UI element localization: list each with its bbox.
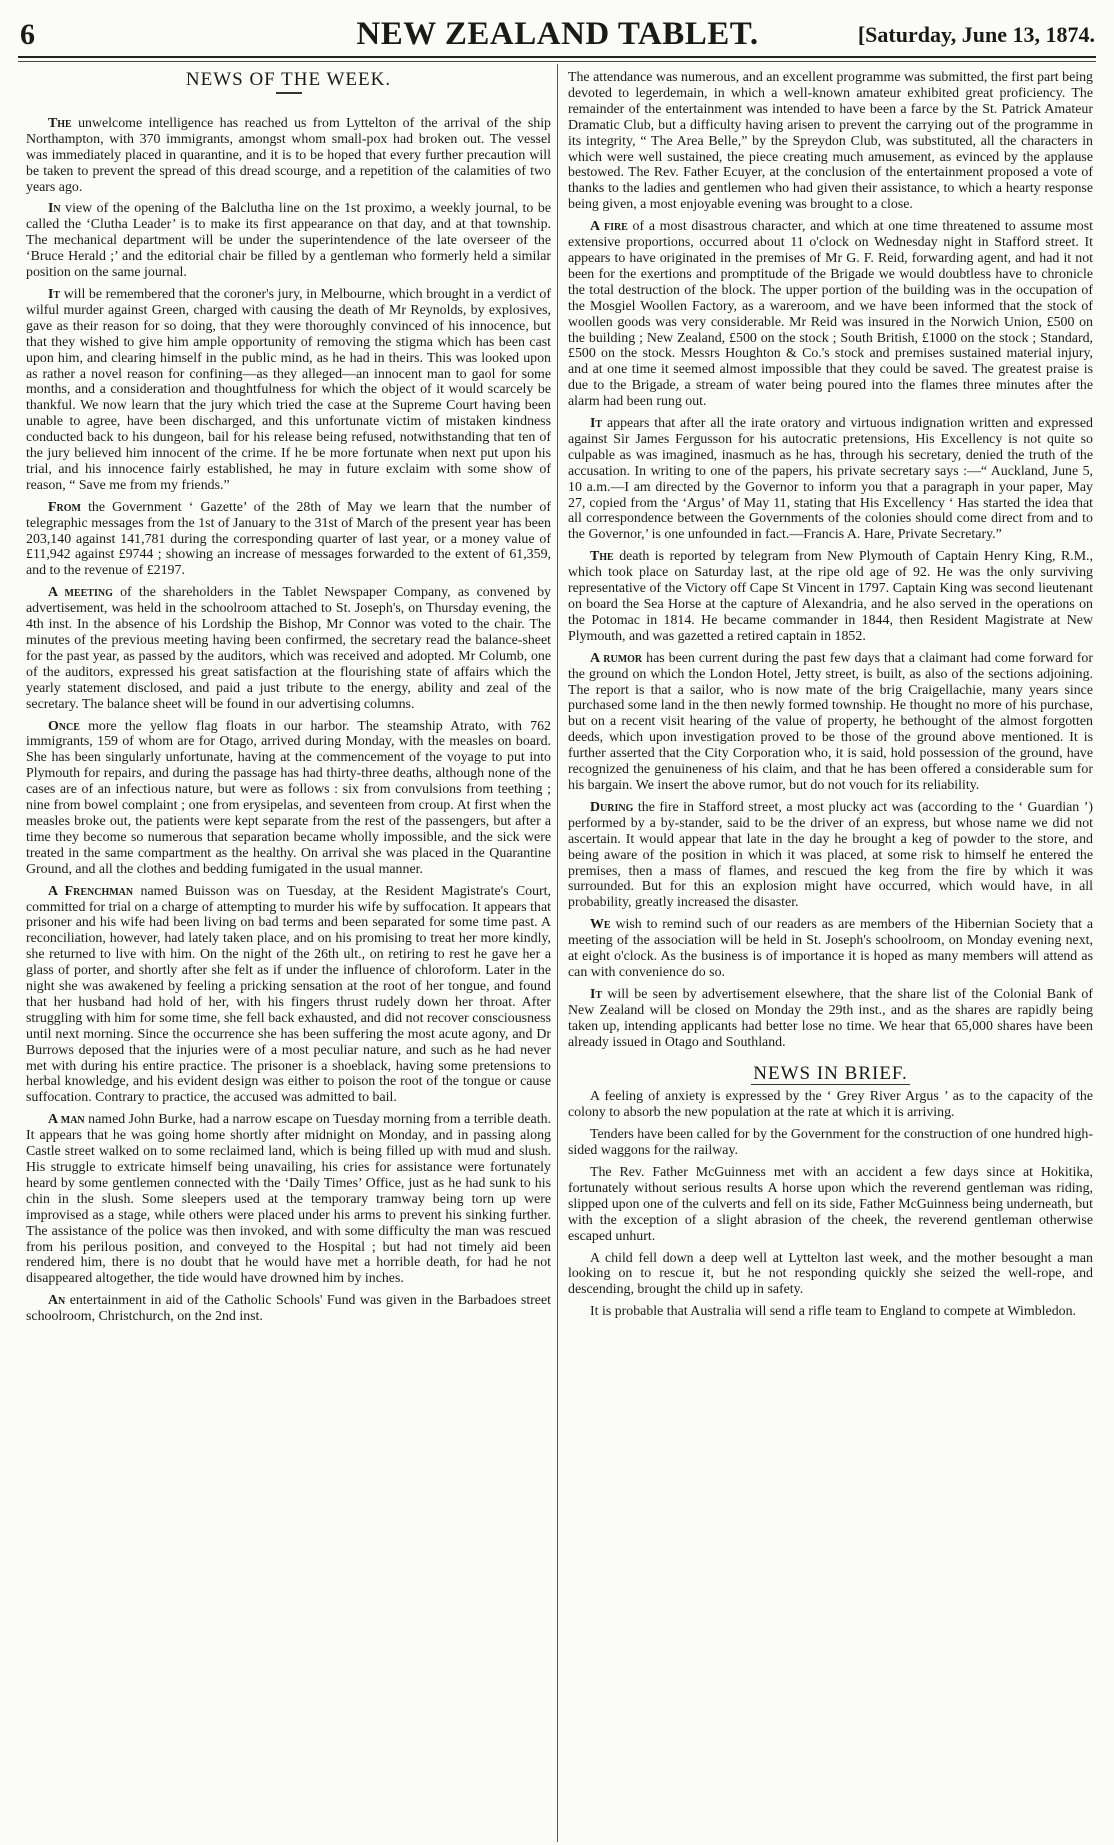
paragraph-lead-word: It (590, 986, 603, 1002)
article-paragraph: It is probable that Australia will send a rifle team to England to compete at Wimbledon. (590, 1304, 1077, 1320)
paragraph-lead-word: A meeting (48, 585, 113, 601)
article-paragraph (568, 416, 1093, 543)
paragraph-text: The attendance was numerous, and an excellent programme was submitted, the first part being devoted to legerdemain, in which a well-known amateur exhibited great proficiency. The remainder of the entertainment was intended to have been a farce by the St. Patrick Amateur Dramatic Club, but a difficulty having arisen to prevent the carrying out of the programme in its integrity, “ The Area Belle,” by the Spreydon Club, was substituted, all the characters in which were well sustained, the piece creating much amusement, as evinced by the applause bestowed. The Rev. Father Ecuyer, at the conclusion of the entertainment proposed a vote of thanks to the ladies and gentlemen who had given their assistance, to which a hearty response being given, a most enjoyable evening was brought to a close. (568, 70, 1093, 213)
article-paragraph (26, 1112, 551, 1287)
article-paragraph (568, 987, 1093, 1051)
article-paragraph (568, 917, 1093, 981)
header-rule (18, 56, 1096, 58)
article-paragraph: Tenders have been called for by the Government for the construction of one hundred high-sided waggons for the railway. (568, 1127, 1093, 1159)
paragraph-lead-word: The (48, 115, 72, 131)
article-paragraph (26, 1293, 551, 1325)
article-paragraph (26, 201, 551, 281)
paragraph-lead-word: A Frenchman (48, 883, 134, 899)
paragraph-lead-word: Once (48, 718, 80, 734)
column-divider (557, 64, 558, 1842)
issue-date: [Saturday, June 13, 1874. (857, 22, 1095, 47)
article-paragraph: A child fell down a deep well at Lyttelton last week, and the mother besought a man looking on to rescue it, but he not responding quickly she seized the well-rope, and descending, brought the child up in safety. (568, 1250, 1093, 1298)
paragraph-text: death is reported by telegram from New Plymouth of Captain Henry King, R.M., which took place on Saturday last, at the ripe old age of 92. He was the only surviving representative of the Victory off Cape St Vincent in 1797. Captain King was second lieutenant on board the Sea Horse at the capture of Alexandria, and he also served in the operations on the Potomac in 1814. He became commander in 1844, then Resident Magistrate at New Plymouth, and was gazetted a retired captain in 1852. (568, 549, 1093, 644)
article-paragraph (26, 884, 551, 1107)
article-paragraph: A feeling of anxiety is expressed by the ‘ Grey River Argus ’ as to the capacity of the colony to absorb the new population at the rate at which it is arriving. (568, 1089, 1093, 1121)
paragraph-lead-word: In (48, 201, 61, 217)
article-paragraph (26, 500, 551, 580)
paragraph-lead-word: From (48, 499, 81, 515)
newspaper-title: NEW ZEALAND TABLET. (356, 16, 759, 52)
section-title-news-in-brief (568, 1063, 1093, 1085)
article-paragraph (568, 651, 1093, 794)
paragraph-text: named Buisson was on Tuesday, at the Resident Magistrate's Court, committed for trial on a charge of attempting to murder his wife by suffocation. It appears that prisoner and his wife had been living on bad terms and been separated for some time past. A reconciliation, however, had lately taken place, and on his promising to treat her more kindly, she returned to live with him. On the night of the 26th ult., on retiring to rest he gave her a glass of porter, and shortly after she felt as if under the influence of chloroform. Later in the night she was awakened by feeling a pricking sensation at the root of her tongue, and found that her husband had hold of her, with his fingers thrust rudely down her throat. After struggling with him for some time, she fell back exhausted, and did not recover consciousness until next morning. Since the occurrence she has been suffering the most acute agony, and Dr Burrows deposed that the injuries were of a most peculiar nature, and such as he had never met with during his entire practice. The prisoner is a shoeblack, having some pretensions to herbal knowledge, and his evident design was either to poison the root of the tongue or cause suffocation. Contrary to practice, the accused was admitted to bail. (26, 883, 551, 1106)
paragraph-text: has been current during the past few days that a claimant had come forward for the ground on which the London Hotel, Jetty street, is built, as also of the sections adjoining. The report is that a sailor, who is now mate of the brig Craigellachie, many years since purchased some land in the then newly formed township. He thought no more of his purchase, but on a recent visit hearing of the value of property, he bethought of the almost forgotten deeds, which upon investigation proved to be those of the ground above mentioned. It is further asserted that the City Corporation who, it is said, hold possession of the ground, have recognized the genuineness of his claim, and that he has been offered a considerable sum for his bargain. We insert the above rumor, but do not vouch for its reliability. (568, 650, 1093, 793)
paragraph-text: appears that after all the irate oratory and virtuous indignation written and expressed against Sir James Fergusson for his autocratic pretensions, His Excellency is not quite so culpable as was imagined, inasmuch as he has, through his secretary, denied the truth of the accusation. In writing to one of the papers, his private secretary says :—“ Auckland, June 5, 10 a.m.—I am directed by the Governor to inform you that a paragraph in your paper, May 27, copied from the ‘Argus’ of May 11, stating that His Excellency ‘ Has started the idea that all correspondence between the Governments of the colonies should come direct from and to the Governor,’ is one unfounded in fact.—Francis A. Hare, Private Secretary.” (568, 416, 1093, 543)
paragraph-text: will be remembered that the coroner's jury, in Melbourne, which brought in a verdict of wilful murder against Green, charged with causing the death of Mr Reynolds, by explosives, gave as their reason for so doing, that they were thoroughly convinced of his innocence, but that they wished to give him ample opportunity of removing the stigma which has been cast upon him, and clearing himself in the public mind, as he had in theirs. This was looked upon as rather a novel reason for confining—as they alleged—an innocent man to gaol for some months, and a consideration and thoughtfulness for which the object of it would scarcely be thankful. We now learn that the jury which tried the case at the Supreme Court having been unable to agree, have been discharged, and this unfortunate victim of mistaken kindness conducted back to his dungeon, bail for his release being refused, notwithstanding that ten of the jury believed him innocent of the crime. If he be more fortunate when next put upon his trial, and his innocence fairly established, he may in future exclaim with some show of reason, “ Save me from my friends.” (26, 286, 551, 493)
article-paragraph (568, 219, 1093, 410)
article-paragraph (26, 116, 551, 196)
article-paragraph (568, 800, 1093, 911)
paragraph-lead-word: A rumor (590, 650, 643, 666)
left-column (26, 70, 551, 1840)
masthead (20, 10, 1095, 54)
paragraph-text: of a most disastrous character, and which at one time threatened to assume most extensive proportions, occurred about 11 o'clock on Wednesday night in Stafford street. It appears to have originated in the premises of Mr G. F. Reid, forwarding agent, and had it not been for the exertions and promptitude of the Brigade we would doubtless have to chronicle the total destruction of the block. The upper portion of the building was in the occupation of the Mosgiel Woollen Factory, as a wareroom, and we have been informed that the stock of woollen goods was very considerable. Mr Reid was insured in the Norwich Union, £500 on the building ; New Zealand, £500 on the stock ; South British, £1000 on the stock ; Standard, £500 on the stock. Messrs Houghton & Co.'s stock and premises sustained material injury, and at one time it seemed almost impossible that they could be saved. The greatest praise is due to the Brigade, a stream of water being poured into the flames three minutes after the alarm had been rung out. (568, 219, 1093, 410)
paragraph-lead-word: An (48, 1293, 66, 1309)
paragraph-lead-word: A fire (590, 219, 628, 235)
page-number: 6 (20, 18, 35, 51)
paragraph-text: wish to remind such of our readers as are members of the Hibernian Society that a meeting of the association will be held in St. Joseph's schoolroom, on Monday evening next, at eight o'clock. As the business is of importance it is hoped as many members will attend as can with convenience do so. (568, 917, 1093, 980)
paragraph-text: more the yellow flag floats in our harbor. The steamship Atrato, with 762 immigrants, 159 of whom are for Otago, arrived during Monday, with the measles on board. She has been singularly unfortunate, having at the commencement of the voyage to put into Plymouth for repairs, and during the passage has had thirty-three deaths, although none of the cases are of an infectious nature, but were as follows : six from convulsions from teething ; nine from bowel complaint ; one from erysipelas, and seventeen from croup. At first when the measles broke out, the patients were kept separate from the rest of the passengers, but after a time they become so numerous that separation became wholly impossible, and the sick were treated in the same compartment as the healthy. On arrival she was placed in the Quarantine Ground, and all the clothes and bedding fumigated in the usual manner. (26, 718, 551, 877)
article-paragraph (568, 549, 1093, 644)
paragraph-lead-word: A man (48, 1112, 85, 1128)
paragraph-lead-word: The (590, 549, 614, 565)
paragraph-lead-word: It (48, 286, 61, 302)
paragraph-text: the Government ‘ Gazette’ of the 28th of May we learn that the number of telegraphic messages from the 1st of January to the 31st of March of the present year has been 203,140 against 141,781 during the corresponding quarter of last year, or a money value of £11,942 against £9744 ; showing an increase of messages forwarded to the extent of 61,359, and to the revenue of £2197. (26, 499, 551, 579)
paragraph-text: named John Burke, had a narrow escape on Tuesday morning from a terrible death. It appears that he was going home shortly after midnight on Monday, and in passing along Castle street walked on to some reclaimed land, which is being filled up with mud and slush. His struggle to extricate himself being unavailing, his cries for assistance were fortunately heard by some gentlemen connected with the ‘Daily Times’ Office, just as he had sunk to his chin in the slush. Some sleepers used at the temporary tramway being torn up were improvised as a stage, while others were placed under his arms to prevent his sinking further. The assistance of the police was then invoked, and with some difficulty the man was rescued from his perilous position, and conveyed to the Hospital ; but had not timely aid been rendered him, there is no doubt that he would have met a horrible death, for had he not disappeared altogether, the tide would have drowned him by inches. (26, 1112, 551, 1287)
paragraph-text: of the shareholders in the Tablet Newspaper Company, as convened by advertisement, was held in the schoolroom attached to St. Joseph's, on Thursday evening, the 4th inst. In the absence of his Lordship the Bishop, Mr Connor was voted to the chair. The minutes of the previous meeting having been confirmed, the secretary read the balance-sheet for the past year, as passed by the auditors, which was received and adopted. Mr Columb, one of the auditors, expressed his great satisfaction at the flourishing state of affairs which the yearly statement disclosed, and paid a just tribute to the energy, ability and zeal of the secretary. The balance sheet will be found in our advertising columns. (26, 585, 551, 712)
news-in-brief-heading: NEWS IN BRIEF. (753, 1063, 908, 1085)
paragraph-lead-word: During (590, 799, 634, 815)
article-paragraph (26, 287, 551, 494)
paragraph-text: view of the opening of the Balclutha line on the 1st proximo, a weekly journal, to be called the ‘Clutha Leader’ is to make its first appearance on that day, and at that township. The mechanical department will be under the superintendence of the late overseer of the ‘Bruce Herald ;’ and the editorial chair be filled by a gentleman who formerly held a similar position on the same journal. (26, 201, 551, 281)
title-dash (276, 92, 302, 94)
paragraph-lead-word: It (590, 416, 603, 432)
paragraph-lead-word: We (590, 917, 611, 933)
section-title-news-of-the-week: NEWS OF THE WEEK. (185, 70, 392, 90)
article-paragraph (26, 585, 551, 712)
article-paragraph: The Rev. Father McGuinness met with an accident a few days since at Hokitika, fortunately without serious results A horse upon which the reverend gentleman was riding, slipped upon one of the culverts and fell on its side, Father McGuinness being underneath, but with the exception of a slight abrasion of the cheek, the reverend gentleman otherwise escaped unhurt. (568, 1165, 1093, 1244)
paragraph-text: unwelcome intelligence has reached us from Lyttelton of the arrival of the ship Northampton, with 370 immigrants, amongst whom small-pox had broken out. The vessel was immediately placed in quarantine, and it is to be hoped that every further precaution will be taken to prevent the spread of this dread scourge, and a repetition of the calamities of two years ago. (26, 115, 551, 195)
article-paragraph (568, 70, 1093, 213)
paragraph-text: entertainment in aid of the Catholic Schools' Fund was given in the Barbadoes street schoolroom, Christchurch, on the 2nd inst. (26, 1293, 551, 1325)
article-paragraph (26, 719, 551, 878)
paragraph-text: will be seen by advertisement elsewhere, that the share list of the Colonial Bank of New Zealand will be closed on Monday the 29th inst., and as the shares are rapidly being taken up, intending applicants had better lose no time. We hear that 65,000 shares have been already issued in Otago and Southland. (568, 986, 1093, 1050)
header-rule-thin (18, 61, 1096, 62)
right-column (568, 70, 1093, 1840)
paragraph-text: the fire in Stafford street, a most plucky act was (according to the ‘ Guardian ’) performed by a by-stander, said to be the driver of an express, but whose name we did not ascertain. It would appear that late in the day he brought a keg of powder to the store, and being aware of the position in which it was placed, at some risk to himself he entered the premises, then a mass of flames, and rescued the keg from the fire by which it was surrounded. But for this an explosion might have occurred, which would have, in all probability, greatly increased the disaster. (568, 799, 1093, 911)
